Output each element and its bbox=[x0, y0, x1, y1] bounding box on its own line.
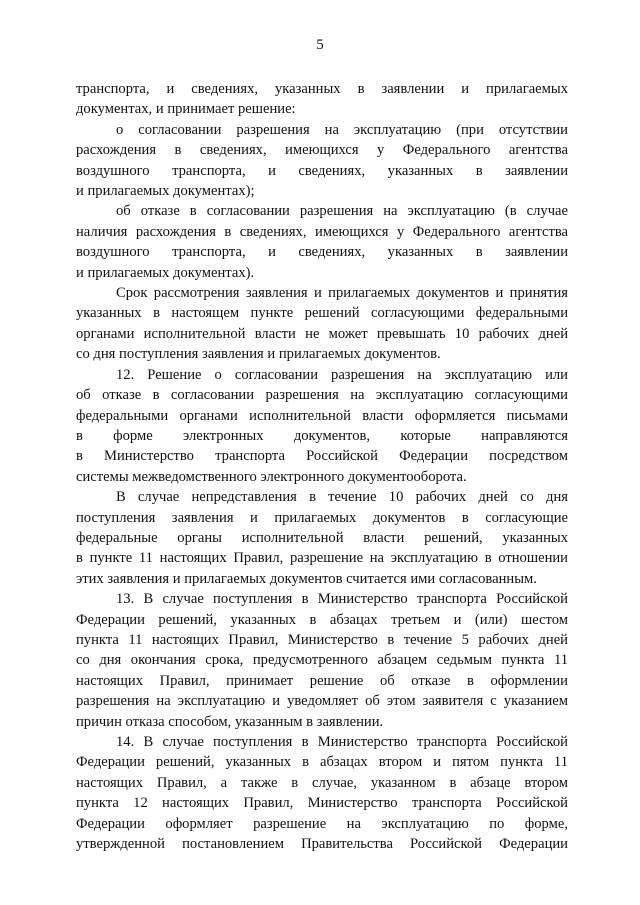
text-line: пункта 12 настоящих Правил, Министерство транспорта Российской bbox=[76, 795, 568, 812]
text-line: воздушного транспорта, и сведениях, указанных в заявлении bbox=[76, 162, 568, 179]
text-line: 12. Решение о согласовании разрешения на эксплуатацию или bbox=[116, 366, 568, 383]
text-line: 14. В случае поступления в Министерство транспорта Российской bbox=[116, 734, 568, 750]
text-line: документах, и принимает решение: bbox=[76, 101, 296, 118]
page-number: 5 bbox=[316, 37, 324, 53]
text-line: разрешения на эксплуатацию и уведомляет об этом заявителя с указанием bbox=[76, 693, 568, 710]
text-line: в Министерство транспорта Российской Федерации посредством bbox=[76, 448, 568, 465]
text-line: Срок рассмотрения заявления и прилагаемых документов и принятия bbox=[116, 285, 568, 302]
text-line: пункта 11 настоящих Правил, Министерство в течение 5 рабочих дней bbox=[76, 631, 568, 648]
paragraph bbox=[76, 589, 568, 732]
paragraph bbox=[76, 732, 568, 854]
text-line: наличия расхождения в сведениях, имеющихся у Федерального агентства bbox=[76, 223, 568, 240]
text-line: со дня поступления заявления и прилагаемых документов. bbox=[76, 346, 441, 363]
document-body bbox=[76, 79, 568, 854]
text-line: об отказе в согласовании разрешения на эксплуатацию согласующими bbox=[76, 387, 568, 404]
paragraph bbox=[76, 365, 568, 487]
text-line: об отказе в согласовании разрешения на эксплуатацию (в случае bbox=[116, 203, 568, 220]
text-line: системы межведомственного электронного документооборота. bbox=[76, 468, 467, 485]
paragraph bbox=[76, 120, 568, 202]
text-line: этих заявления и прилагаемых документов считается ими согласованным. bbox=[76, 570, 537, 587]
paragraph bbox=[76, 201, 568, 283]
text-line: настоящих Правил, а также в случае, указанном в абзаце втором bbox=[76, 774, 568, 791]
text-line: Федерации решений, указанных в абзацах втором и пятом пункта 11 bbox=[76, 754, 568, 771]
paragraph bbox=[76, 79, 568, 120]
text-line: транспорта, и сведениях, указанных в заявлении и прилагаемых bbox=[76, 81, 568, 97]
text-line: 13. В случае поступления в Министерство транспорта Российской bbox=[116, 591, 568, 608]
text-line: поступления заявления и прилагаемых документов в согласующие bbox=[76, 509, 568, 526]
text-line: и прилагаемых документах); bbox=[76, 183, 255, 200]
text-line: в форме электронных документов, которые направляются bbox=[76, 427, 568, 444]
text-line: В случае непредставления в течение 10 рабочих дней со дня bbox=[116, 489, 568, 506]
text-line: в пункте 11 настоящих Правил, разрешение на эксплуатацию в отношении bbox=[76, 550, 568, 567]
text-line: расхождения в сведениях, имеющихся у Федерального агентства bbox=[76, 142, 568, 159]
text-line: Федерации решений, указанных в абзацах третьем и (или) шестом bbox=[76, 611, 568, 628]
text-line: о согласовании разрешения на эксплуатацию (при отсутствии bbox=[116, 121, 568, 138]
text-line: утвержденной постановлением Правительства Российской Федерации bbox=[76, 836, 568, 853]
text-line: со дня окончания срока, предусмотренного абзацем седьмым пункта 11 bbox=[76, 652, 568, 669]
text-line: указанных в настоящем пункте решений согласующими федеральными bbox=[76, 305, 568, 322]
text-line: воздушного транспорта, и сведениях, указанных в заявлении bbox=[76, 244, 568, 261]
paragraph bbox=[76, 283, 568, 365]
text-line: причин отказа способом, указанным в заявлении. bbox=[76, 713, 384, 730]
text-line: федеральными органами исполнительной власти оформляется письмами bbox=[76, 407, 568, 424]
text-line: Федерации оформляет разрешение на эксплуатацию по форме, bbox=[76, 815, 568, 832]
text-line: федеральные органы исполнительной власти решений, указанных bbox=[76, 529, 568, 546]
text-line: органами исполнительной власти не может превышать 10 рабочих дней bbox=[76, 325, 568, 342]
paragraph bbox=[76, 487, 568, 589]
text-line: и прилагаемых документах). bbox=[76, 264, 255, 281]
text-line: настоящих Правил, принимает решение об отказе в оформлении bbox=[76, 672, 568, 689]
